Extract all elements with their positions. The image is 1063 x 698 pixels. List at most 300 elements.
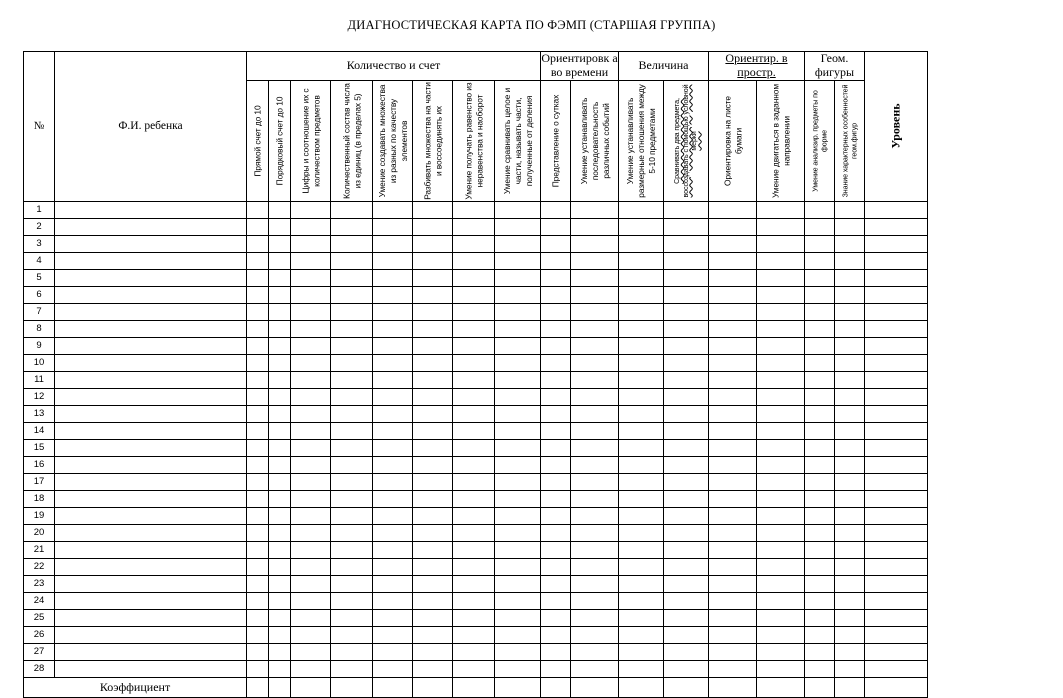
score-cell-c13[interactable] [709, 320, 757, 337]
score-cell-c5[interactable] [373, 388, 413, 405]
child-name-cell[interactable] [55, 201, 247, 218]
score-cell-c12[interactable] [664, 354, 709, 371]
table-row[interactable] [24, 371, 928, 388]
child-name-cell[interactable] [55, 303, 247, 320]
child-name-cell[interactable] [55, 660, 247, 677]
table-row[interactable] [24, 626, 928, 643]
score-cell-c1[interactable] [247, 337, 269, 354]
score-cell-c6[interactable] [413, 337, 453, 354]
score-cell-c4[interactable] [331, 541, 373, 558]
score-cell-c11[interactable] [619, 252, 664, 269]
score-cell-c3[interactable] [291, 405, 331, 422]
score-cell-c5[interactable] [373, 320, 413, 337]
score-cell-c8[interactable] [495, 541, 541, 558]
score-cell-c12[interactable] [664, 422, 709, 439]
score-cell-c12[interactable] [664, 490, 709, 507]
score-cell-c11[interactable] [619, 575, 664, 592]
score-cell-c3[interactable] [291, 201, 331, 218]
score-cell-c8[interactable] [495, 405, 541, 422]
score-cell-c1[interactable] [247, 252, 269, 269]
score-cell-c2[interactable] [269, 660, 291, 677]
score-cell-c10[interactable] [571, 592, 619, 609]
score-cell-c15[interactable] [805, 592, 835, 609]
score-cell-c8[interactable] [495, 371, 541, 388]
score-cell-c13[interactable] [709, 558, 757, 575]
score-cell-c7[interactable] [453, 626, 495, 643]
score-cell-c1[interactable] [247, 218, 269, 235]
score-cell-c10[interactable] [571, 558, 619, 575]
level-cell[interactable] [865, 303, 928, 320]
score-cell-c12[interactable] [664, 252, 709, 269]
score-cell-c3[interactable] [291, 320, 331, 337]
score-cell-c13[interactable] [709, 592, 757, 609]
score-cell-c10[interactable] [571, 643, 619, 660]
score-cell-c7[interactable] [453, 558, 495, 575]
score-cell-c11[interactable] [619, 371, 664, 388]
child-name-cell[interactable] [55, 337, 247, 354]
score-cell-c13[interactable] [709, 439, 757, 456]
score-cell-c2[interactable] [269, 490, 291, 507]
table-row[interactable] [24, 286, 928, 303]
score-cell-c11[interactable] [619, 456, 664, 473]
score-cell-c4[interactable] [331, 558, 373, 575]
score-cell-c16[interactable] [835, 490, 865, 507]
score-cell-c14[interactable] [757, 456, 805, 473]
score-cell-c14[interactable] [757, 201, 805, 218]
score-cell-c4[interactable] [331, 422, 373, 439]
score-cell-c15[interactable] [805, 507, 835, 524]
coefficient-cell-c5[interactable] [373, 677, 413, 697]
table-row[interactable] [24, 558, 928, 575]
score-cell-c16[interactable] [835, 269, 865, 286]
score-cell-c7[interactable] [453, 609, 495, 626]
score-cell-c6[interactable] [413, 371, 453, 388]
score-cell-c5[interactable] [373, 473, 413, 490]
score-cell-c11[interactable] [619, 643, 664, 660]
score-cell-c7[interactable] [453, 371, 495, 388]
score-cell-c10[interactable] [571, 524, 619, 541]
score-cell-c10[interactable] [571, 422, 619, 439]
table-row[interactable] [24, 660, 928, 677]
level-cell[interactable] [865, 524, 928, 541]
score-cell-c13[interactable] [709, 609, 757, 626]
score-cell-c5[interactable] [373, 337, 413, 354]
score-cell-c7[interactable] [453, 218, 495, 235]
score-cell-c3[interactable] [291, 558, 331, 575]
score-cell-c4[interactable] [331, 507, 373, 524]
score-cell-c11[interactable] [619, 388, 664, 405]
coefficient-cell-c8[interactable] [495, 677, 541, 697]
score-cell-c4[interactable] [331, 235, 373, 252]
score-cell-c7[interactable] [453, 303, 495, 320]
child-name-cell[interactable] [55, 218, 247, 235]
score-cell-c15[interactable] [805, 643, 835, 660]
score-cell-c4[interactable] [331, 320, 373, 337]
coefficient-cell-c13[interactable] [709, 677, 757, 697]
score-cell-c12[interactable] [664, 660, 709, 677]
score-cell-c11[interactable] [619, 473, 664, 490]
score-cell-c13[interactable] [709, 371, 757, 388]
score-cell-c6[interactable] [413, 609, 453, 626]
score-cell-c13[interactable] [709, 405, 757, 422]
child-name-cell[interactable] [55, 354, 247, 371]
table-row[interactable] [24, 354, 928, 371]
score-cell-c6[interactable] [413, 218, 453, 235]
score-cell-c1[interactable] [247, 507, 269, 524]
score-cell-c3[interactable] [291, 575, 331, 592]
score-cell-c15[interactable] [805, 388, 835, 405]
score-cell-c2[interactable] [269, 320, 291, 337]
score-cell-c6[interactable] [413, 473, 453, 490]
score-cell-c8[interactable] [495, 201, 541, 218]
score-cell-c5[interactable] [373, 626, 413, 643]
level-cell[interactable] [865, 269, 928, 286]
table-row[interactable] [24, 388, 928, 405]
coefficient-cell-c15[interactable] [805, 677, 835, 697]
score-cell-c6[interactable] [413, 575, 453, 592]
score-cell-c16[interactable] [835, 303, 865, 320]
child-name-cell[interactable] [55, 286, 247, 303]
score-cell-c13[interactable] [709, 201, 757, 218]
child-name-cell[interactable] [55, 575, 247, 592]
score-cell-c14[interactable] [757, 337, 805, 354]
score-cell-c9[interactable] [541, 252, 571, 269]
score-cell-c5[interactable] [373, 235, 413, 252]
score-cell-c3[interactable] [291, 660, 331, 677]
table-row[interactable] [24, 592, 928, 609]
score-cell-c15[interactable] [805, 558, 835, 575]
score-cell-c2[interactable] [269, 626, 291, 643]
coefficient-cell-c10[interactable] [571, 677, 619, 697]
score-cell-c10[interactable] [571, 541, 619, 558]
score-cell-c6[interactable] [413, 524, 453, 541]
score-cell-c9[interactable] [541, 422, 571, 439]
score-cell-c7[interactable] [453, 269, 495, 286]
score-cell-c9[interactable] [541, 337, 571, 354]
score-cell-c4[interactable] [331, 524, 373, 541]
child-name-cell[interactable] [55, 371, 247, 388]
coefficient-cell-c3[interactable] [291, 677, 331, 697]
level-cell[interactable] [865, 490, 928, 507]
score-cell-c2[interactable] [269, 303, 291, 320]
score-cell-c9[interactable] [541, 303, 571, 320]
score-cell-c13[interactable] [709, 354, 757, 371]
level-cell[interactable] [865, 473, 928, 490]
score-cell-c14[interactable] [757, 473, 805, 490]
score-cell-c16[interactable] [835, 473, 865, 490]
score-cell-c8[interactable] [495, 269, 541, 286]
score-cell-c4[interactable] [331, 592, 373, 609]
score-cell-c13[interactable] [709, 626, 757, 643]
score-cell-c3[interactable] [291, 422, 331, 439]
coefficient-cell-c9[interactable] [541, 677, 571, 697]
score-cell-c3[interactable] [291, 507, 331, 524]
score-cell-c12[interactable] [664, 507, 709, 524]
score-cell-c9[interactable] [541, 218, 571, 235]
score-cell-c14[interactable] [757, 252, 805, 269]
child-name-cell[interactable] [55, 507, 247, 524]
score-cell-c4[interactable] [331, 269, 373, 286]
score-cell-c12[interactable] [664, 575, 709, 592]
score-cell-c2[interactable] [269, 541, 291, 558]
score-cell-c11[interactable] [619, 405, 664, 422]
score-cell-c1[interactable] [247, 626, 269, 643]
score-cell-c9[interactable] [541, 473, 571, 490]
level-cell[interactable] [865, 660, 928, 677]
score-cell-c5[interactable] [373, 286, 413, 303]
score-cell-c12[interactable] [664, 541, 709, 558]
score-cell-c12[interactable] [664, 439, 709, 456]
score-cell-c7[interactable] [453, 235, 495, 252]
score-cell-c9[interactable] [541, 439, 571, 456]
child-name-cell[interactable] [55, 456, 247, 473]
score-cell-c11[interactable] [619, 439, 664, 456]
table-row[interactable] [24, 575, 928, 592]
level-cell[interactable] [865, 456, 928, 473]
score-cell-c7[interactable] [453, 201, 495, 218]
score-cell-c15[interactable] [805, 541, 835, 558]
score-cell-c1[interactable] [247, 439, 269, 456]
score-cell-c10[interactable] [571, 320, 619, 337]
score-cell-c1[interactable] [247, 490, 269, 507]
score-cell-c13[interactable] [709, 507, 757, 524]
score-cell-c7[interactable] [453, 320, 495, 337]
score-cell-c14[interactable] [757, 405, 805, 422]
child-name-cell[interactable] [55, 405, 247, 422]
score-cell-c14[interactable] [757, 371, 805, 388]
score-cell-c12[interactable] [664, 201, 709, 218]
score-cell-c3[interactable] [291, 609, 331, 626]
child-name-cell[interactable] [55, 439, 247, 456]
score-cell-c15[interactable] [805, 609, 835, 626]
score-cell-c5[interactable] [373, 507, 413, 524]
score-cell-c15[interactable] [805, 473, 835, 490]
score-cell-c15[interactable] [805, 235, 835, 252]
score-cell-c6[interactable] [413, 490, 453, 507]
score-cell-c9[interactable] [541, 405, 571, 422]
score-cell-c16[interactable] [835, 660, 865, 677]
coefficient-level-cell[interactable] [865, 677, 928, 697]
score-cell-c1[interactable] [247, 422, 269, 439]
score-cell-c5[interactable] [373, 660, 413, 677]
table-row[interactable] [24, 405, 928, 422]
score-cell-c13[interactable] [709, 303, 757, 320]
score-cell-c7[interactable] [453, 575, 495, 592]
score-cell-c8[interactable] [495, 490, 541, 507]
level-cell[interactable] [865, 609, 928, 626]
score-cell-c13[interactable] [709, 337, 757, 354]
score-cell-c16[interactable] [835, 235, 865, 252]
score-cell-c8[interactable] [495, 643, 541, 660]
score-cell-c10[interactable] [571, 660, 619, 677]
score-cell-c10[interactable] [571, 388, 619, 405]
level-cell[interactable] [865, 252, 928, 269]
score-cell-c4[interactable] [331, 439, 373, 456]
score-cell-c10[interactable] [571, 507, 619, 524]
score-cell-c6[interactable] [413, 269, 453, 286]
score-cell-c3[interactable] [291, 626, 331, 643]
score-cell-c11[interactable] [619, 558, 664, 575]
score-cell-c14[interactable] [757, 541, 805, 558]
score-cell-c9[interactable] [541, 524, 571, 541]
score-cell-c11[interactable] [619, 592, 664, 609]
score-cell-c14[interactable] [757, 490, 805, 507]
child-name-cell[interactable] [55, 524, 247, 541]
score-cell-c12[interactable] [664, 218, 709, 235]
score-cell-c1[interactable] [247, 371, 269, 388]
score-cell-c3[interactable] [291, 303, 331, 320]
score-cell-c3[interactable] [291, 354, 331, 371]
coefficient-cell-c6[interactable] [413, 677, 453, 697]
score-cell-c15[interactable] [805, 405, 835, 422]
table-row[interactable] [24, 422, 928, 439]
score-cell-c9[interactable] [541, 609, 571, 626]
score-cell-c4[interactable] [331, 371, 373, 388]
score-cell-c14[interactable] [757, 320, 805, 337]
score-cell-c4[interactable] [331, 303, 373, 320]
child-name-cell[interactable] [55, 592, 247, 609]
score-cell-c7[interactable] [453, 405, 495, 422]
score-cell-c10[interactable] [571, 201, 619, 218]
score-cell-c10[interactable] [571, 269, 619, 286]
score-cell-c5[interactable] [373, 490, 413, 507]
score-cell-c11[interactable] [619, 422, 664, 439]
table-row[interactable] [24, 235, 928, 252]
score-cell-c8[interactable] [495, 422, 541, 439]
child-name-cell[interactable] [55, 490, 247, 507]
level-cell[interactable] [865, 388, 928, 405]
score-cell-c9[interactable] [541, 320, 571, 337]
score-cell-c1[interactable] [247, 235, 269, 252]
score-cell-c12[interactable] [664, 456, 709, 473]
score-cell-c16[interactable] [835, 286, 865, 303]
score-cell-c9[interactable] [541, 354, 571, 371]
score-cell-c15[interactable] [805, 252, 835, 269]
score-cell-c8[interactable] [495, 575, 541, 592]
score-cell-c15[interactable] [805, 269, 835, 286]
table-row[interactable] [24, 303, 928, 320]
child-name-cell[interactable] [55, 320, 247, 337]
score-cell-c13[interactable] [709, 286, 757, 303]
score-cell-c9[interactable] [541, 235, 571, 252]
score-cell-c3[interactable] [291, 592, 331, 609]
score-cell-c3[interactable] [291, 252, 331, 269]
score-cell-c6[interactable] [413, 320, 453, 337]
score-cell-c3[interactable] [291, 439, 331, 456]
score-cell-c2[interactable] [269, 371, 291, 388]
score-cell-c6[interactable] [413, 660, 453, 677]
score-cell-c15[interactable] [805, 286, 835, 303]
table-row[interactable] [24, 541, 928, 558]
score-cell-c13[interactable] [709, 456, 757, 473]
score-cell-c7[interactable] [453, 337, 495, 354]
score-cell-c13[interactable] [709, 218, 757, 235]
coefficient-cell-c14[interactable] [757, 677, 805, 697]
score-cell-c13[interactable] [709, 269, 757, 286]
score-cell-c1[interactable] [247, 643, 269, 660]
score-cell-c8[interactable] [495, 609, 541, 626]
score-cell-c7[interactable] [453, 286, 495, 303]
score-cell-c16[interactable] [835, 405, 865, 422]
score-cell-c14[interactable] [757, 575, 805, 592]
coefficient-cell-c1[interactable] [247, 677, 269, 697]
score-cell-c6[interactable] [413, 592, 453, 609]
score-cell-c15[interactable] [805, 201, 835, 218]
score-cell-c8[interactable] [495, 218, 541, 235]
score-cell-c7[interactable] [453, 592, 495, 609]
table-row[interactable] [24, 269, 928, 286]
score-cell-c11[interactable] [619, 609, 664, 626]
score-cell-c6[interactable] [413, 405, 453, 422]
score-cell-c9[interactable] [541, 507, 571, 524]
score-cell-c14[interactable] [757, 592, 805, 609]
level-cell[interactable] [865, 575, 928, 592]
score-cell-c10[interactable] [571, 626, 619, 643]
score-cell-c10[interactable] [571, 439, 619, 456]
coefficient-cell-c7[interactable] [453, 677, 495, 697]
score-cell-c2[interactable] [269, 524, 291, 541]
table-row[interactable] [24, 439, 928, 456]
coefficient-cell-c16[interactable] [835, 677, 865, 697]
score-cell-c8[interactable] [495, 439, 541, 456]
score-cell-c11[interactable] [619, 218, 664, 235]
score-cell-c3[interactable] [291, 490, 331, 507]
score-cell-c13[interactable] [709, 524, 757, 541]
score-cell-c5[interactable] [373, 269, 413, 286]
score-cell-c14[interactable] [757, 439, 805, 456]
score-cell-c2[interactable] [269, 201, 291, 218]
child-name-cell[interactable] [55, 558, 247, 575]
score-cell-c8[interactable] [495, 507, 541, 524]
score-cell-c8[interactable] [495, 252, 541, 269]
score-cell-c10[interactable] [571, 235, 619, 252]
score-cell-c16[interactable] [835, 354, 865, 371]
score-cell-c6[interactable] [413, 541, 453, 558]
score-cell-c5[interactable] [373, 439, 413, 456]
score-cell-c11[interactable] [619, 235, 664, 252]
score-cell-c14[interactable] [757, 626, 805, 643]
score-cell-c9[interactable] [541, 626, 571, 643]
score-cell-c10[interactable] [571, 286, 619, 303]
score-cell-c6[interactable] [413, 286, 453, 303]
score-cell-c14[interactable] [757, 660, 805, 677]
score-cell-c11[interactable] [619, 524, 664, 541]
score-cell-c8[interactable] [495, 388, 541, 405]
score-cell-c1[interactable] [247, 354, 269, 371]
score-cell-c7[interactable] [453, 524, 495, 541]
score-cell-c6[interactable] [413, 507, 453, 524]
score-cell-c2[interactable] [269, 575, 291, 592]
child-name-cell[interactable] [55, 252, 247, 269]
score-cell-c1[interactable] [247, 388, 269, 405]
score-cell-c2[interactable] [269, 388, 291, 405]
score-cell-c5[interactable] [373, 609, 413, 626]
score-cell-c2[interactable] [269, 218, 291, 235]
score-cell-c6[interactable] [413, 643, 453, 660]
score-cell-c4[interactable] [331, 490, 373, 507]
score-cell-c14[interactable] [757, 303, 805, 320]
score-cell-c12[interactable] [664, 473, 709, 490]
score-cell-c14[interactable] [757, 286, 805, 303]
score-cell-c7[interactable] [453, 660, 495, 677]
score-cell-c11[interactable] [619, 541, 664, 558]
score-cell-c3[interactable] [291, 337, 331, 354]
score-cell-c11[interactable] [619, 303, 664, 320]
score-cell-c14[interactable] [757, 235, 805, 252]
score-cell-c4[interactable] [331, 286, 373, 303]
score-cell-c6[interactable] [413, 235, 453, 252]
score-cell-c1[interactable] [247, 575, 269, 592]
